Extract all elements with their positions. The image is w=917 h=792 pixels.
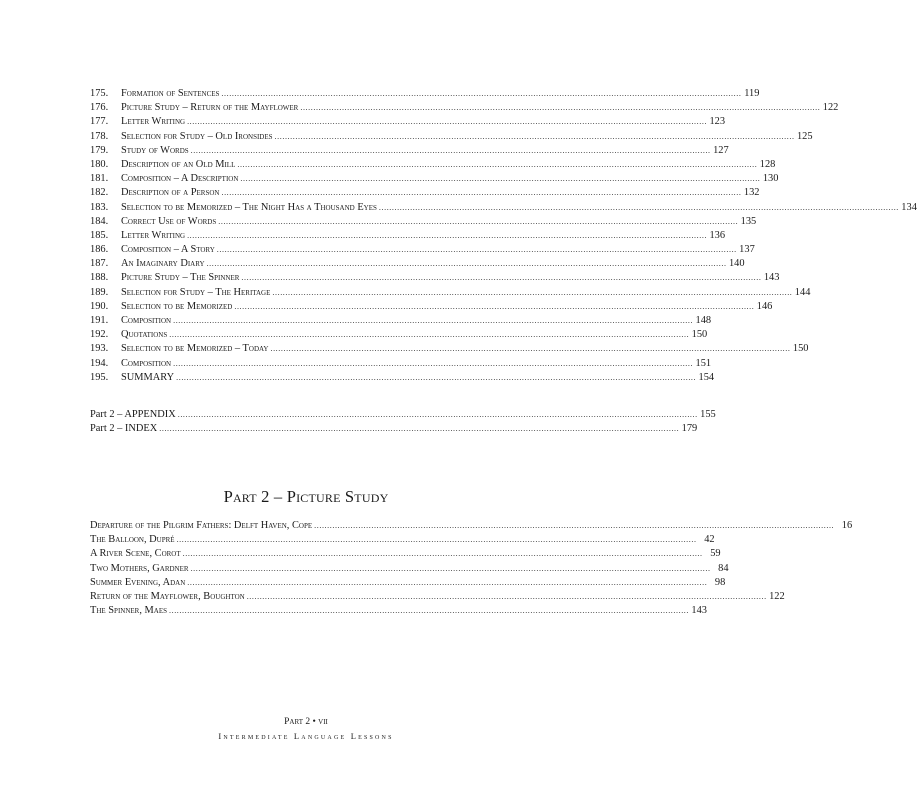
lesson-number: 194. bbox=[90, 357, 109, 369]
page-number: 140 bbox=[728, 258, 745, 270]
dot-leader bbox=[159, 422, 679, 436]
toc-entry[interactable] bbox=[90, 257, 745, 271]
dot-leader bbox=[237, 158, 757, 172]
lesson-title: Selection to be Memorized – The Night Has a Thousand Eyes bbox=[121, 201, 377, 213]
section-heading: Part 2 – Picture Study bbox=[223, 487, 389, 506]
dot-leader bbox=[221, 87, 741, 101]
lesson-number: 176. bbox=[90, 102, 109, 114]
lesson-number: 180. bbox=[90, 158, 109, 170]
dot-leader bbox=[187, 576, 707, 590]
toc-entry[interactable] bbox=[90, 533, 715, 547]
lesson-title: Formation of Sentences bbox=[121, 88, 220, 99]
picture-title: Summer Evening, Adan bbox=[90, 576, 186, 588]
page-number: 143 bbox=[691, 605, 707, 617]
part-title: Part 2 – INDEX bbox=[90, 423, 158, 435]
toc-entry[interactable] bbox=[90, 144, 729, 158]
lesson-title: Composition – A Story bbox=[121, 244, 215, 256]
lesson-number: 188. bbox=[90, 272, 109, 284]
page-number: 119 bbox=[744, 88, 760, 99]
page-number: 179 bbox=[681, 423, 698, 435]
lesson-number: 190. bbox=[90, 300, 109, 312]
dot-leader bbox=[247, 590, 767, 604]
page-number: 136 bbox=[709, 229, 726, 241]
toc-entry[interactable] bbox=[90, 215, 757, 229]
page-number: 98 bbox=[714, 576, 726, 588]
dot-leader bbox=[173, 314, 693, 328]
dot-leader bbox=[173, 357, 693, 371]
dot-leader bbox=[272, 286, 792, 300]
dot-leader bbox=[207, 257, 727, 271]
toc-entry[interactable] bbox=[90, 604, 707, 618]
toc-entry[interactable] bbox=[90, 87, 760, 101]
picture-title: Return of the Mayflower, Boughton bbox=[90, 590, 245, 602]
dot-leader bbox=[275, 130, 795, 144]
toc-entry[interactable] bbox=[90, 519, 853, 533]
lesson-number: 186. bbox=[90, 244, 109, 256]
lesson-number: 191. bbox=[90, 315, 109, 326]
lesson-title: Description of a Person bbox=[121, 187, 220, 199]
toc-entry[interactable] bbox=[90, 314, 712, 328]
lesson-number: 178. bbox=[90, 130, 109, 142]
dot-leader bbox=[191, 144, 711, 158]
page-number: 127 bbox=[713, 144, 729, 156]
page-number: 123 bbox=[709, 116, 726, 128]
page-number: 144 bbox=[794, 286, 811, 298]
dot-leader bbox=[240, 172, 760, 186]
toc-entry[interactable] bbox=[90, 590, 785, 604]
toc-entry[interactable] bbox=[90, 201, 917, 215]
toc-entry[interactable] bbox=[90, 186, 760, 200]
toc-entry[interactable] bbox=[90, 115, 726, 129]
lesson-number: 183. bbox=[90, 201, 109, 213]
page-number: 16 bbox=[841, 520, 853, 531]
lesson-title: Quotations bbox=[121, 329, 168, 341]
page-number: 134 bbox=[901, 201, 917, 213]
page-folio: Part 2 • vii bbox=[284, 717, 328, 727]
lesson-number: 189. bbox=[90, 286, 109, 298]
toc-entry[interactable] bbox=[90, 172, 779, 186]
dot-leader bbox=[169, 328, 689, 342]
lesson-title: An Imaginary Diary bbox=[121, 258, 205, 270]
lesson-title: Study of Words bbox=[121, 144, 189, 156]
page-number: 132 bbox=[743, 187, 760, 199]
lesson-number: 175. bbox=[90, 88, 109, 99]
lesson-title: Selection to be Memorized – Today bbox=[121, 343, 269, 355]
page-number: 125 bbox=[796, 130, 813, 142]
lesson-list bbox=[90, 87, 917, 385]
dot-leader bbox=[176, 371, 696, 385]
page-number: 59 bbox=[710, 548, 721, 560]
lesson-number: 179. bbox=[90, 144, 109, 156]
dot-leader bbox=[314, 519, 834, 533]
toc-entry[interactable] bbox=[90, 576, 726, 590]
toc-entry[interactable] bbox=[90, 243, 755, 257]
toc-entry[interactable] bbox=[90, 547, 721, 561]
toc-entry-index[interactable] bbox=[90, 422, 698, 436]
part-title: Part 2 – APPENDIX bbox=[90, 409, 176, 420]
picture-title: Two Mothers, Gardner bbox=[90, 562, 189, 574]
book-title: Intermediate Language Lessons bbox=[218, 731, 394, 741]
dot-leader bbox=[183, 547, 703, 561]
toc-entry[interactable] bbox=[90, 357, 712, 371]
page-number: 150 bbox=[792, 343, 809, 355]
lesson-title: Selection for Study – Old Ironsides bbox=[121, 130, 273, 142]
lesson-title: Letter Writing bbox=[121, 229, 186, 241]
dot-leader bbox=[218, 215, 738, 229]
lesson-number: 177. bbox=[90, 116, 109, 128]
dot-leader bbox=[191, 562, 711, 576]
page-number: 154 bbox=[698, 371, 715, 383]
page-number: 146 bbox=[756, 300, 773, 312]
dot-leader bbox=[177, 533, 697, 547]
lesson-title: Composition bbox=[121, 315, 172, 326]
lesson-title: Picture Study – The Spinner bbox=[121, 272, 240, 284]
toc-entry[interactable] bbox=[90, 342, 809, 356]
part-list bbox=[90, 408, 716, 436]
lesson-title: Letter Writing bbox=[121, 116, 186, 128]
picture-title: Departure of the Pilgrim Fathers: Delft Haven, Cope bbox=[90, 520, 313, 531]
toc-entry[interactable] bbox=[90, 562, 729, 576]
lesson-number: 182. bbox=[90, 187, 109, 199]
dot-leader bbox=[178, 408, 698, 422]
dot-leader bbox=[379, 201, 899, 215]
lesson-title: Composition – A Description bbox=[121, 173, 239, 185]
lesson-title: Selection to be Memorized bbox=[121, 300, 233, 312]
dot-leader bbox=[221, 186, 741, 200]
page-number: 148 bbox=[695, 315, 712, 326]
lesson-title: Description of an Old Mill bbox=[121, 158, 236, 170]
page-number: 122 bbox=[822, 102, 839, 114]
dot-leader bbox=[217, 243, 737, 257]
page-number: 84 bbox=[718, 562, 729, 574]
dot-leader bbox=[270, 342, 790, 356]
lesson-number: 185. bbox=[90, 229, 109, 241]
page-number: 143 bbox=[763, 272, 780, 284]
lesson-number: 195. bbox=[90, 371, 109, 383]
toc-entry-appendix[interactable] bbox=[90, 408, 716, 422]
toc-entry[interactable] bbox=[90, 286, 811, 300]
lesson-title: Picture Study – Return of the Mayflower bbox=[121, 102, 299, 114]
toc-entry[interactable] bbox=[90, 101, 839, 115]
toc-entry[interactable] bbox=[90, 229, 726, 243]
page-number: 130 bbox=[762, 173, 779, 185]
picture-title: A River Scene, Corot bbox=[90, 548, 181, 560]
page-number: 122 bbox=[769, 590, 785, 602]
toc-entry[interactable] bbox=[90, 158, 776, 172]
toc-entry[interactable] bbox=[90, 130, 813, 144]
dot-leader bbox=[187, 229, 707, 243]
page-number: 155 bbox=[700, 409, 716, 420]
lesson-title: SUMMARY bbox=[121, 371, 175, 383]
dot-leader bbox=[234, 300, 754, 314]
lesson-number: 193. bbox=[90, 343, 109, 355]
lesson-number: 192. bbox=[90, 329, 109, 341]
picture-list bbox=[90, 519, 853, 618]
page-number: 137 bbox=[739, 244, 755, 256]
lesson-title: Composition bbox=[121, 357, 172, 369]
lesson-title: Correct Use of Words bbox=[121, 215, 217, 227]
page-number: 135 bbox=[740, 215, 757, 227]
dot-leader bbox=[300, 101, 820, 115]
page-number: 150 bbox=[691, 329, 708, 341]
toc-entry[interactable] bbox=[90, 371, 715, 385]
toc-entry[interactable] bbox=[90, 328, 708, 342]
page-number: 42 bbox=[704, 534, 715, 546]
dot-leader bbox=[169, 604, 689, 618]
dot-leader bbox=[187, 115, 707, 129]
picture-title: The Spinner, Maes bbox=[90, 605, 167, 617]
page-number: 128 bbox=[759, 158, 776, 170]
toc-entry[interactable] bbox=[90, 271, 780, 285]
picture-title: The Balloon, Dupré bbox=[90, 534, 175, 546]
lesson-number: 187. bbox=[90, 258, 109, 270]
toc-entry[interactable] bbox=[90, 300, 773, 314]
lesson-title: Selection for Study – The Heritage bbox=[121, 286, 271, 298]
lesson-number: 184. bbox=[90, 215, 109, 227]
dot-leader bbox=[241, 271, 761, 285]
page-number: 151 bbox=[695, 357, 712, 369]
lesson-number: 181. bbox=[90, 173, 109, 185]
